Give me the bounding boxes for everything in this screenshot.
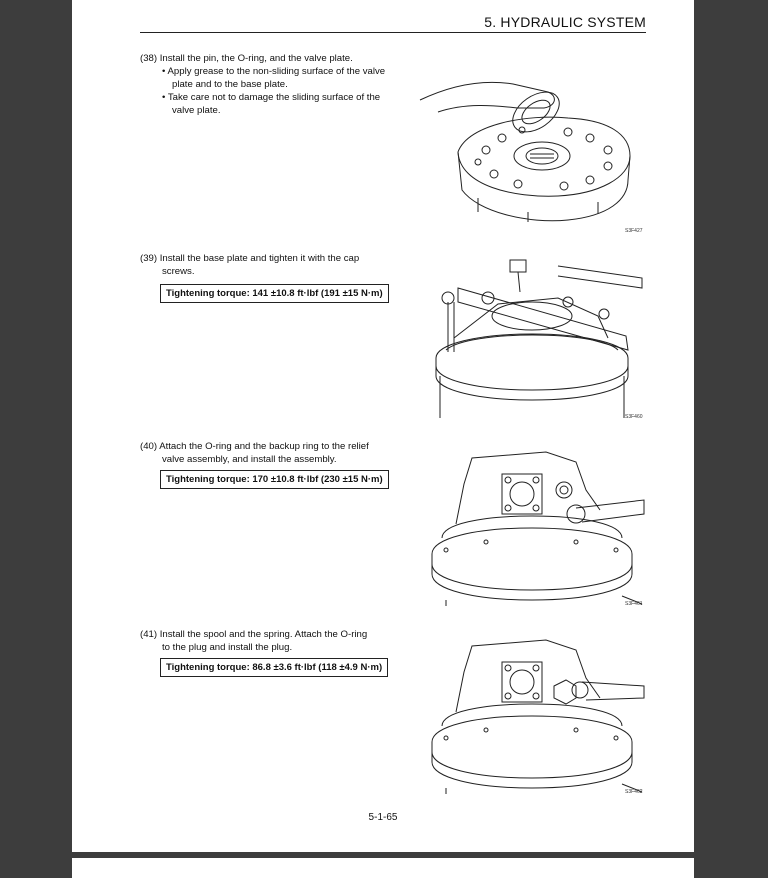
step-text: Install the base plate and tighten it with the cap (159, 253, 360, 264)
bullet-item: • Apply grease to the non-sliding surface of the valve plate and to the base plate. (162, 66, 386, 90)
figure-valve-plate-illustration (418, 62, 648, 234)
figure-base-plate-wrench-illustration (418, 258, 648, 420)
step-number: (38) (140, 53, 158, 64)
step-40 (140, 440, 400, 466)
bullet-text: Take care not to damage the sliding surface of the valve plate. (167, 92, 381, 116)
section-title: 5. HYDRAULIC SYSTEM (484, 14, 646, 30)
figure-id: S3F462 (625, 789, 643, 795)
bullet-text: Apply grease to the non-sliding surface of the valve plate and to the base plate. (167, 66, 386, 90)
step-38 (140, 52, 400, 117)
step-39 (140, 252, 400, 278)
torque-spec-box: Tightening torque: 86.8 ±3.6 ft·lbf (118 ±4.9 N·m) (160, 658, 388, 677)
figure-id: S3F461 (625, 601, 643, 607)
step-41 (140, 628, 400, 654)
step-number: (40) (140, 441, 158, 452)
step-text: Attach the O-ring and the backup ring to the relief (159, 441, 369, 452)
manual-page (72, 0, 694, 852)
header-rule (140, 32, 646, 33)
bullet-item: • Take care not to damage the sliding surface of the valve plate. (162, 92, 381, 116)
step-text-continued: valve assembly, and install the assembly. (162, 454, 337, 465)
step-number: (41) (140, 629, 158, 640)
next-page-edge (72, 858, 694, 878)
page-number: 5-1-65 (368, 812, 398, 823)
figure-id: S3F427 (625, 228, 643, 234)
torque-spec-box: Tightening torque: 141 ±10.8 ft·lbf (191 ±15 N·m) (160, 284, 389, 303)
step-text: Install the spool and the spring. Attach the O-ring (159, 629, 368, 640)
step-text-continued: screws. (162, 266, 195, 277)
figure-id: S3F460 (625, 414, 643, 420)
step-text: Install the pin, the O-ring, and the valve plate. (159, 53, 353, 64)
figure-spool-plug-illustration (426, 638, 646, 794)
figure-relief-valve-illustration (426, 450, 646, 606)
torque-spec-box: Tightening torque: 170 ±10.8 ft·lbf (230 ±15 N·m) (160, 470, 389, 489)
step-text-continued: to the plug and install the plug. (162, 642, 293, 653)
step-number: (39) (140, 253, 158, 264)
